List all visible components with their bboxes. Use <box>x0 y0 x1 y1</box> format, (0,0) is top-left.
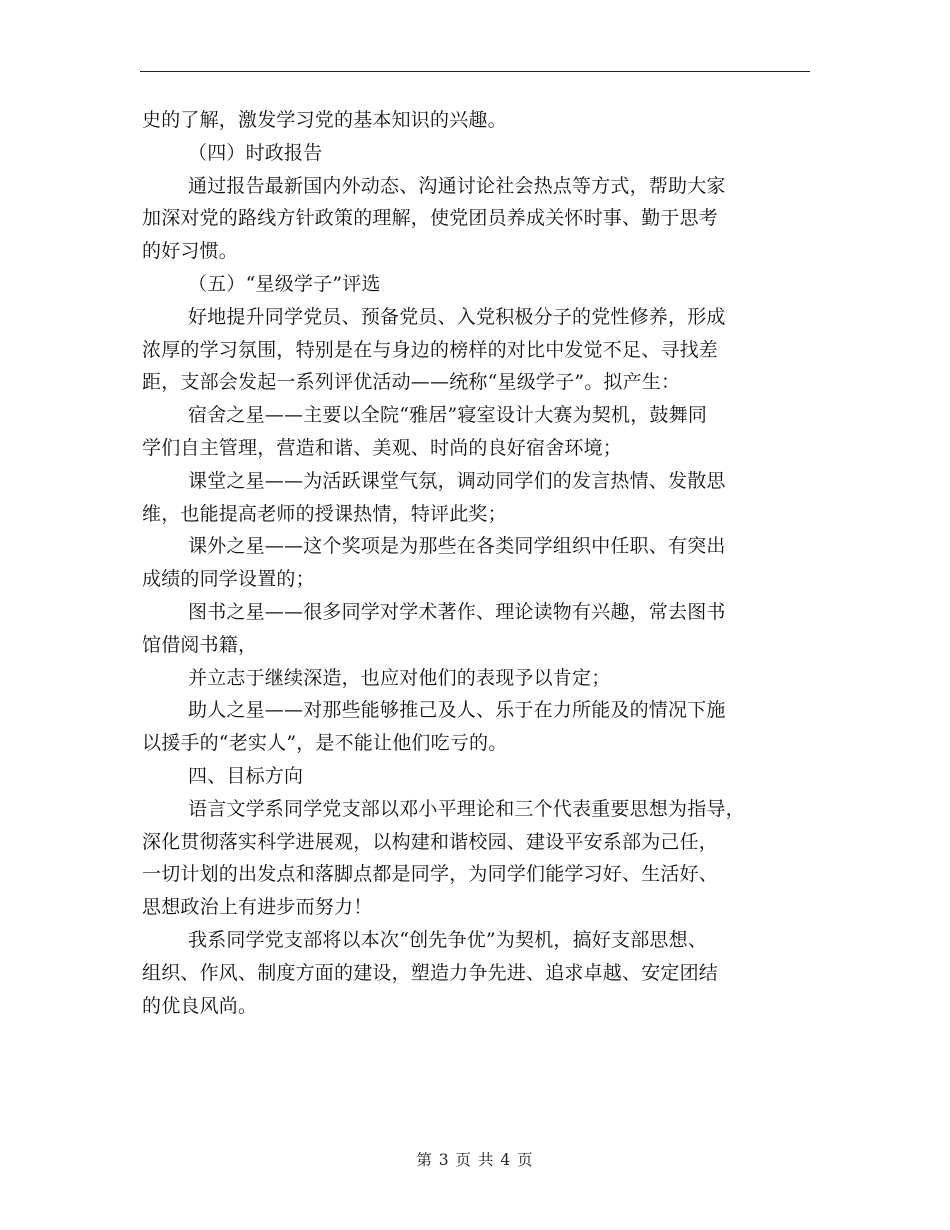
document-body <box>142 104 812 1022</box>
text-line: 宿舍之星——主要以全院“雅居”寝室设计大赛为契机，鼓舞同 <box>188 404 708 427</box>
section-heading: 四、目标方向 <box>188 764 304 787</box>
section-heading: （五）“星级学子”评选 <box>188 272 381 295</box>
text-line: 的好习惯。 <box>142 240 239 263</box>
text-line: 成绩的同学设置的； <box>142 568 315 591</box>
text-line: 浓厚的学习氛围，特别是在与身边的榜样的对比中发觉不足、寻找差 <box>142 338 719 361</box>
page-number-footer <box>0 1150 950 1170</box>
text-line: 课堂之星——为活跃课堂气氛，调动同学们的发言热情、发散思 <box>188 469 726 492</box>
page-number-text: 第 3 页 共 4 页 <box>416 1151 534 1169</box>
header-rule <box>140 71 810 72</box>
text-line: 距，支部会发起一系列评优活动——统称“星级学子”。拟产生： <box>142 371 681 394</box>
text-line: 思想政治上有进步而努力！ <box>142 896 373 919</box>
text-line: 的优良风尚。 <box>142 994 258 1017</box>
text-line: 好地提升同学党员、预备党员、入党积极分子的党性修养，形成 <box>188 305 726 328</box>
text-line: 加深对党的路线方针政策的理解，使党团员养成关怀时事、勤于思考 <box>142 207 719 230</box>
text-line: 一切计划的出发点和落脚点都是同学，为同学们能学习好、生活好、 <box>142 863 719 886</box>
text-line: 助人之星——对那些能够推己及人、乐于在力所能及的情况下施 <box>188 699 726 722</box>
text-line: 馆借阅书籍， <box>142 633 258 656</box>
text-line: 史的了解，激发学习党的基本知识的兴趣。 <box>142 109 507 131</box>
section-heading: （四）时政报告 <box>188 141 323 164</box>
text-line: 并立志于继续深造，也应对他们的表现予以肯定； <box>188 666 611 689</box>
text-line: 深化贯彻落实科学进展观，以构建和谐校园、建设平安系部为己任， <box>142 830 719 853</box>
text-line: 我系同学党支部将以本次“创先争优”为契机，搞好支部思想、 <box>188 928 708 951</box>
text-line: 语言文学系同学党支部以邓小平理论和三个代表重要思想为指导， <box>188 797 745 820</box>
text-line: 课外之星——这个奖项是为那些在各类同学组织中任职、有突出 <box>188 535 726 558</box>
text-line: 学们自主管理，营造和谐、美观、时尚的良好宿舍环境； <box>142 436 623 459</box>
text-line: 以援手的“老实人”，是不能让他们吃亏的。 <box>142 732 508 755</box>
text-line: 维，也能提高老师的授课热情，特评此奖； <box>142 502 507 525</box>
text-line: 组织、作风、制度方面的建设，塑造力争先进、追求卓越、安定团结 <box>142 961 719 984</box>
text-line: 图书之星——很多同学对学术著作、理论读物有兴趣，常去图书 <box>188 600 726 623</box>
text-line: 通过报告最新国内外动态、沟通讨论社会热点等方式，帮助大家 <box>188 174 726 197</box>
